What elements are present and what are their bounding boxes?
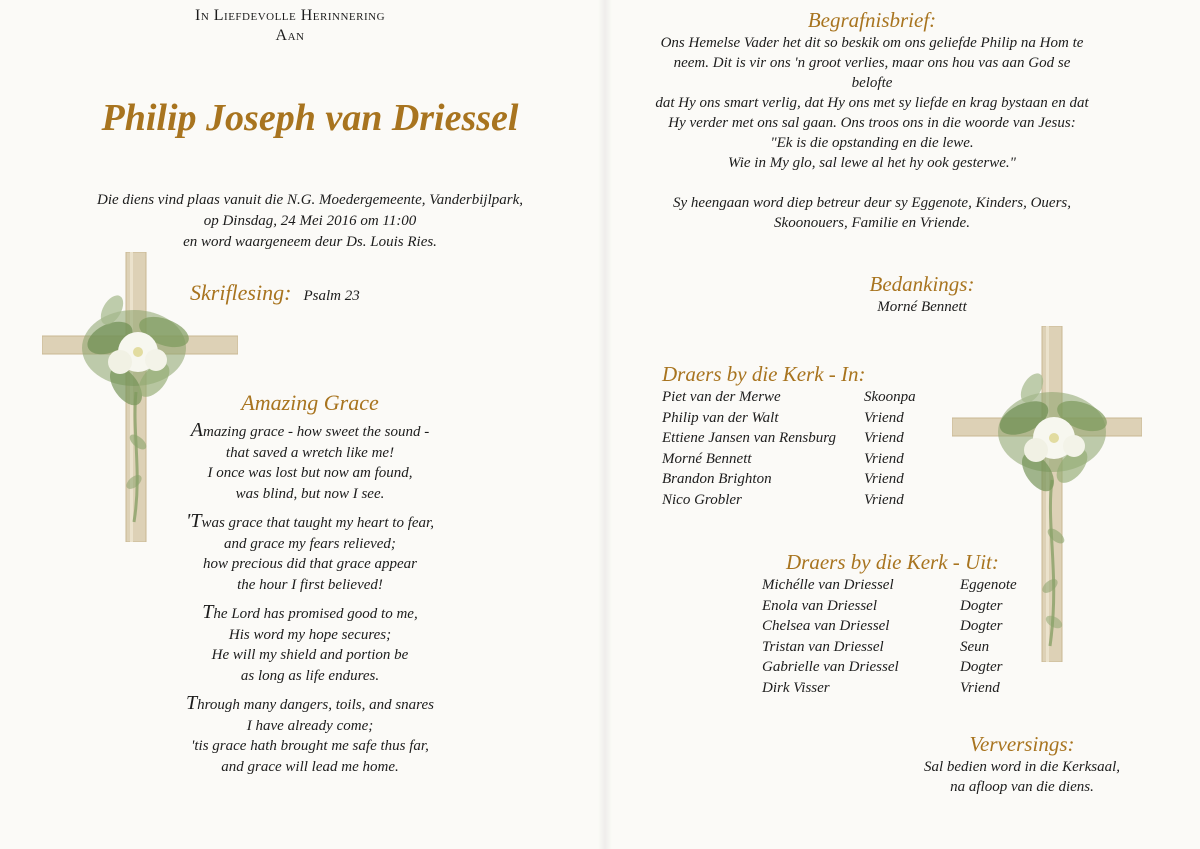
bearer-name: Philip van der Walt [662,409,779,426]
intro-line-2: Aan [275,27,305,44]
bearer-name: Michélle van Driessel [762,577,894,593]
list-item [662,449,982,470]
list-item [662,469,982,490]
hymn-verse [140,693,480,777]
hymn-line: 'tis grace hath brought me safe thus far, [191,738,429,754]
bearers-in [662,362,982,510]
acknowledgements [792,272,1052,317]
list-item [662,490,982,511]
hymn-verse [140,420,480,504]
mourning-line: Sy heengaan word diep betreur deur sy Eggenote, Kinders, Ouers, [673,195,1071,211]
bearers-in-heading: Draers by die Kerk - In: [662,362,866,386]
bearer-name: Brandon Brighton [662,471,772,487]
list-item [662,428,982,449]
burial-line: dat Hy ons smart verlig, dat Hy ons met sy liefde en krag bystaan en dat [655,95,1089,111]
thanks-name: Morné Bennett [877,299,967,315]
service-line: Die diens vind plaas vanuit die N.G. Moedergemeente, Vanderbijlpark, [96,192,524,208]
burial-text [652,33,1092,233]
memorial-intro [140,6,440,46]
hymn-line: and grace my fears relieved; [224,535,396,552]
hymn-lyrics [140,420,480,784]
hymn-line: that saved a wretch like me! [225,444,395,461]
bearer-role: Seun [960,638,990,655]
bearer-role: Vriend [864,450,904,467]
scripture-quote: "Ek is die opstanding en die lewe. [770,135,974,151]
burial-line: Ons Hemelse Vader het dit so beskik om ons geliefde Philip na Hom te [660,35,1084,51]
bearer-name: Chelsea van Driessel [762,618,890,634]
burial-notice [652,8,1092,233]
mourning-line: Skoonouers, Familie en Vriende. [774,215,970,231]
bearer-name: Piet van der Merwe [662,389,781,405]
bearer-name: Gabrielle van Driessel [762,659,899,675]
bearer-role: Vriend [864,409,904,426]
bearer-role: Vriend [864,491,904,508]
service-line: en word waargeneem deur Ds. Louis Ries. [183,234,437,250]
refreshments [902,732,1142,797]
list-item [662,408,982,429]
burial-line: neem. Dit is vir ons 'n groot verlies, maar ons hou vas aan God se belofte [673,55,1071,91]
hymn-line: how precious did that grace appear [202,556,417,572]
hymn-line: Amazing grace - how sweet the sound - [190,419,430,441]
hymn-verse [140,602,480,686]
bearer-role: Vriend [864,430,904,446]
reading-heading: Skriflesing: [190,280,292,305]
hymn-line: I have already come; [246,717,374,734]
hymn-line: The Lord has promised good to me, [202,601,418,623]
reading-value: Psalm 23 [303,288,360,304]
hymn-line: I once was lost but now am found, [207,465,413,481]
bearer-role: Dogter [960,659,1003,675]
hymn-line: the hour I first believed! [237,576,383,593]
service-line: op Dinsdag, 24 Mei 2016 om 11:00 [203,213,417,229]
bearer-role: Vriend [960,679,1000,696]
intro-line-1: In Liefdevolle Herinnering [194,7,386,24]
burial-heading: Begrafnisbrief: [807,8,937,32]
burial-line: Hy verder met ons sal gaan. Ons troos ons in die woorde van Jesus: [668,115,1076,131]
hymn-line: He will my shield and portion be [211,647,409,663]
hymn-line: as long as life endures. [240,667,380,684]
bearer-role: Eggenote [960,577,1017,593]
list-item [662,387,982,408]
thanks-heading: Bedankings: [869,272,975,296]
bearer-role: Dogter [960,597,1003,614]
refresh-line: na afloop van die diens. [950,779,1094,795]
hymn-line: His word my hope secures; [228,626,392,643]
hymn-line: and grace will lead me home. [221,758,399,775]
scripture-quote: Wie in My glo, sal lewe al het hy ook gesterwe." [728,155,1016,171]
refresh-line: Sal bedien word in die Kerksaal, [923,759,1121,775]
deceased-name: Philip Joseph van Driessel [101,97,519,139]
floral-cross-icon [952,326,1142,662]
bearer-role: Dogter [960,618,1003,634]
service-details [60,190,560,253]
bearer-name: Enola van Driessel [762,597,877,614]
bearer-role: Skoonpa [864,389,916,405]
bearer-role: Vriend [864,471,904,487]
hymn-line: Through many dangers, toils, and snares [186,692,434,714]
hymn-line: was blind, but now I see. [235,485,385,502]
refresh-text [902,757,1142,797]
list-item [762,678,1062,699]
hymn-verse [140,511,480,595]
bearer-name: Ettiene Jansen van Rensburg [662,430,836,446]
bearer-name: Morné Bennett [662,450,752,467]
hymn-line: 'Twas grace that taught my heart to fear, [186,510,434,532]
refresh-heading: Verversings: [969,732,1075,756]
hymn-title: Amazing Grace [241,390,379,415]
bearers-out-heading: Draers by die Kerk - Uit: [786,550,999,574]
bearer-name: Dirk Visser [762,679,830,696]
spacer [652,173,1092,193]
bearer-name: Nico Grobler [662,491,742,508]
bearer-name: Tristan van Driessel [762,638,884,655]
page-fold [598,0,612,849]
